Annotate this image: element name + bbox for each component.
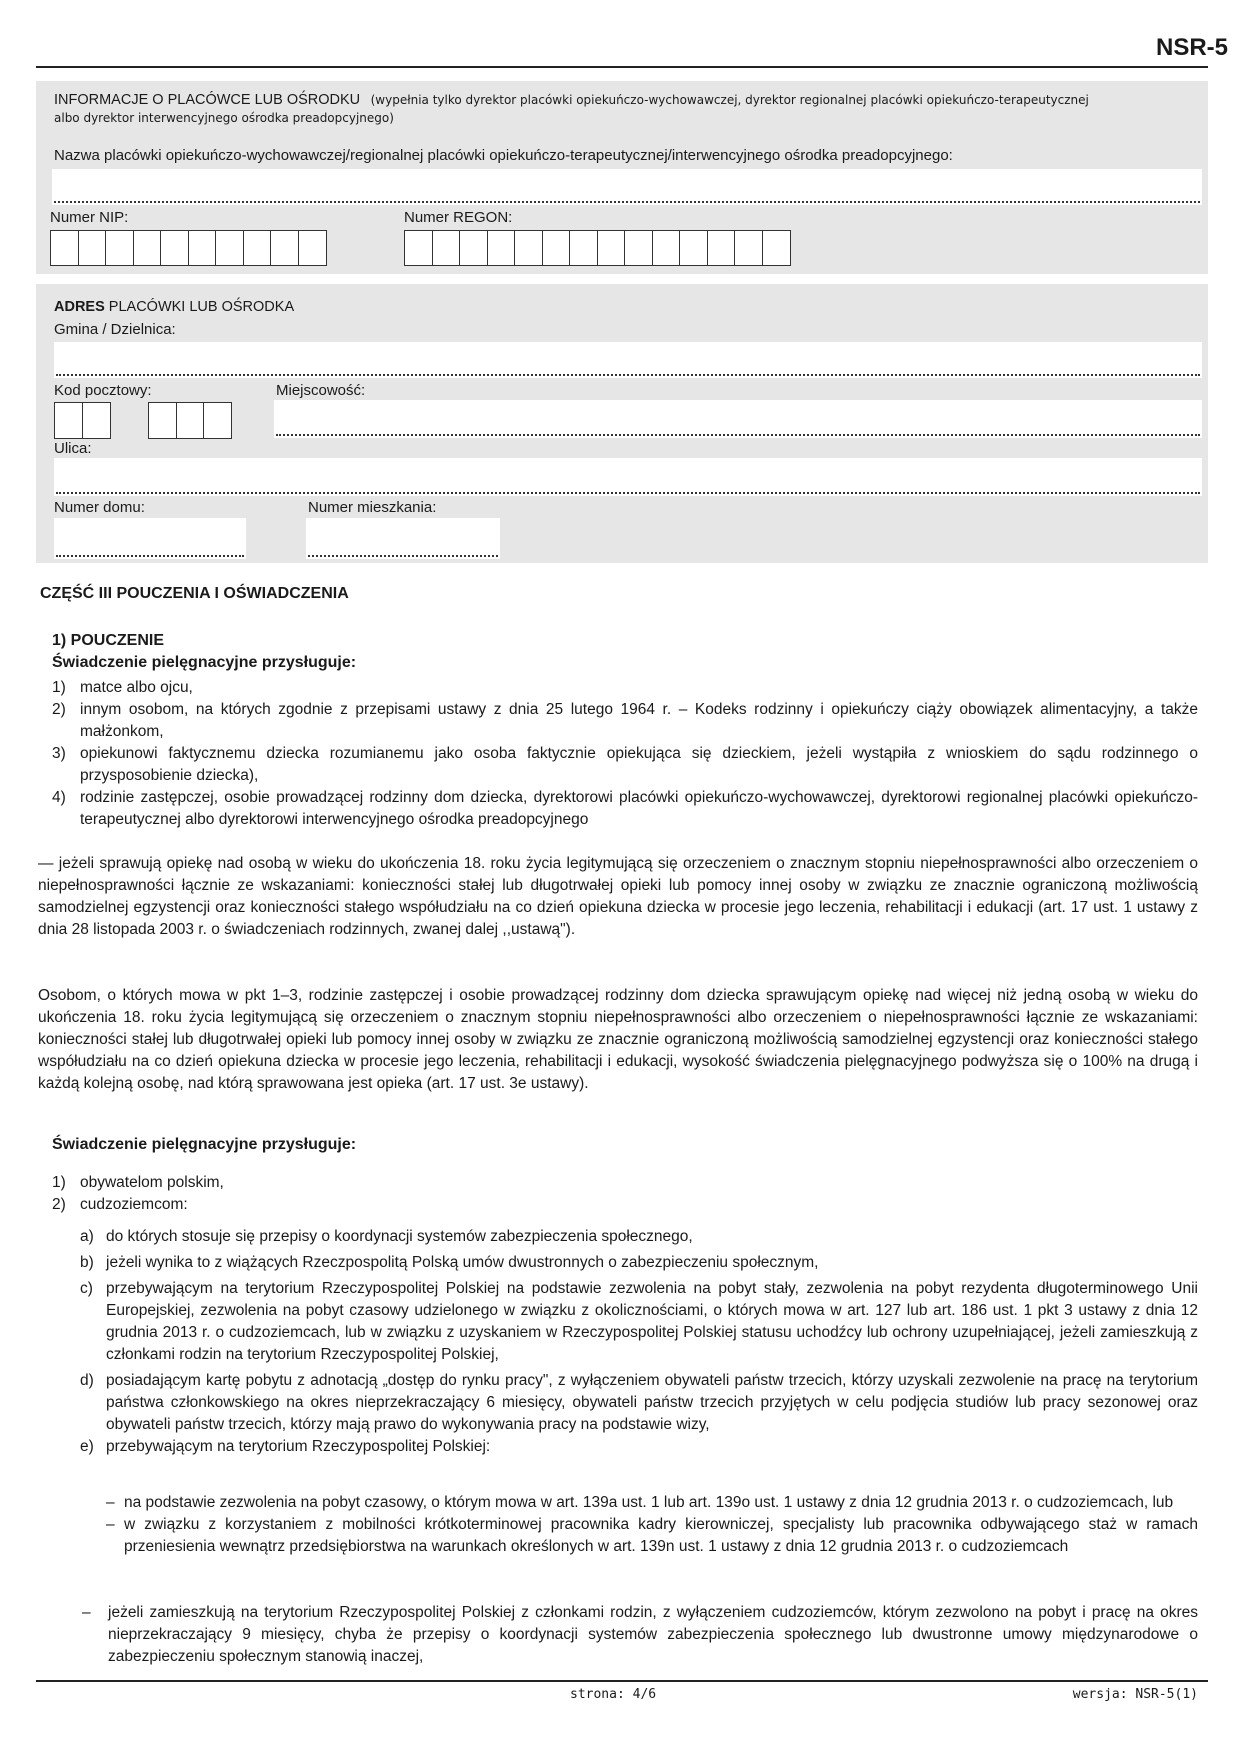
regon-digit-box[interactable] [652, 230, 681, 266]
part3-sub-heading: 1) POUCZENIE [52, 632, 165, 649]
foreigners-sublist [80, 1226, 1198, 1458]
regon-digit-box[interactable] [707, 230, 736, 266]
list-item [80, 1370, 1198, 1436]
list-item-text: obywatelom polskim, [80, 1174, 224, 1191]
family-residence-condition [82, 1602, 1198, 1668]
list-item-text: jeżeli zamieszkują na terytorium Rzeczypospolitej Polskiej z członkami rodzin, z wyłączeniem cudzoziemców, którym zezwolono na pobyt i pracę na okres nieprzekraczający 9 miesięcy, chyba że przepisy o koordynacji systemów zabezpieczenia społecznego lub dwustronne umowy międzynarodowe o zabezpieczeniu społecznym stanowią inaczej, [108, 1604, 1198, 1665]
list-item-number: 1) [52, 679, 66, 696]
nip-digit-box[interactable] [270, 230, 299, 266]
part3-title: CZĘŚĆ III POUCZENIA I OŚWIADCZENIA [40, 585, 349, 602]
list-item-text: opiekunowi faktycznemu dziecka rozumianemu jako osoba faktycznie opiekująca się dzieckiem, jeżeli wystąpiła z wnioskiem do sądu rodzinnego o przysposobienie dziecka), [80, 745, 1198, 784]
postal-digit-box[interactable] [54, 402, 83, 439]
list-item [80, 1226, 1198, 1248]
facility-title: INFORMACJE O PLACÓWCE LUB OŚRODKU [54, 92, 361, 108]
gmina-label: Gmina / Dzielnica: [54, 321, 176, 338]
paragraph-increase: Osobom, o których mowa w pkt 1–3, rodzinie zastępczej i osobie prowadzącej rodzinny dom dziecka sprawującym opiekę nad więcej niż jedną osobą w wieku do ukończenia 18. roku życia legitymującą się orzeczeniem o znacznym stopniu niepełnosprawności albo orzeczeniem o niepełnosprawności łącznie ze wskazaniami: konieczności stałej lub długotrwałej opieki lub pomocy innej osoby w związku ze znacznie ograniczoną możliwością samodzielnej egzystencji oraz konieczności stałego współudziału na co dzień opiekuna dziecka w procesie jego leczenia, rehabilitacji i edukacji, wysokość świadczenia pielęgnacyjnego podwyższa się o 100% na drugą i każdą kolejną osobę, nad którą sprawowana jest opieka (art. 17 ust. 3e ustawy). [38, 987, 1198, 1092]
list-item [52, 787, 1198, 831]
nip-digit-box[interactable] [243, 230, 272, 266]
list-item-letter: c) [80, 1280, 93, 1297]
regon-digit-box[interactable] [734, 230, 763, 266]
postal-digit-box[interactable] [203, 402, 232, 439]
dash-marker: – [106, 1494, 115, 1511]
regon-digit-box[interactable] [597, 230, 626, 266]
address-title-rest: PLACÓWKI LUB OŚRODKA [104, 299, 295, 315]
citizenship-list [52, 1172, 1198, 1216]
regon-boxes[interactable] [404, 230, 789, 266]
street-field[interactable] [54, 458, 1202, 496]
list-item [106, 1514, 1198, 1558]
residence-dash-list [106, 1492, 1198, 1558]
list-item [106, 1492, 1198, 1514]
paragraph-conditions: — jeżeli sprawują opiekę nad osobą w wieku do ukończenia 18. roku życia legitymującą się orzeczeniem o znacznym stopniu niepełnosprawności albo orzeczeniem o niepełnosprawności łącznie ze wskazaniami: konieczności stałej lub długotrwałej opieki lub pomocy innej osoby w związku ze znacznie ograniczoną możliwością samodzielnej egzystencji oraz konieczności stałego współudziału na co dzień opiekuna dziecka w procesie jego leczenia, rehabilitacji i edukacji (art. 17 ust. 1 ustawy z dnia 28 listopada 2003 r. o świadczeniach rodzinnych, zwanej dalej ,,ustawą"). [38, 855, 1198, 938]
list-item-text: przebywającym na terytorium Rzeczypospolitej Polskiej: [106, 1438, 491, 1455]
facility-note-2: albo dyrektor interwencyjnego ośrodka preadopcyjnego) [54, 111, 394, 125]
form-version: wersja: NSR-5(1) [1072, 1687, 1198, 1702]
dash-marker: – [106, 1516, 115, 1533]
postal-digit-box[interactable] [148, 402, 177, 439]
nip-digit-box[interactable] [133, 230, 162, 266]
city-label: Miejscowość: [276, 382, 366, 399]
list-item-text: posiadającym kartę pobytu z adnotacją „dostęp do rynku pracy", z wyłączeniem obywateli państw trzecich, którzy uzyskali zezwolenie na pracę na terytorium państwa członkowskiego na okres nieprzekraczający 6 miesięcy, obywateli państw trzecich przyjętych w celu podjęcia studiów lub pracy sezonowej oraz obywateli państw trzecich, którzy mają prawo do wykonywania pracy na podstawie wizy, [106, 1372, 1198, 1433]
gmina-field[interactable] [54, 342, 1202, 378]
regon-label: Numer REGON: [404, 209, 513, 226]
regon-digit-box[interactable] [624, 230, 653, 266]
regon-digit-box[interactable] [542, 230, 571, 266]
house-number-label: Numer domu: [54, 499, 145, 516]
address-title [54, 299, 294, 315]
eligibility-list [52, 677, 1198, 831]
list-item-number: 2) [52, 1196, 66, 1213]
list-item-number: 4) [52, 789, 66, 806]
list-item-number: 2) [52, 701, 66, 718]
address-title-bold: ADRES [54, 299, 105, 315]
house-number-field[interactable] [54, 518, 246, 559]
list-item-text: na podstawie zezwolenia na pobyt czasowy, o którym mowa w art. 139a ust. 1 lub art. 139o ust. 1 ustawy z dnia 12 grudnia 2013 r. o cudzoziemcach, lub [124, 1494, 1174, 1511]
postal-code-suffix-boxes[interactable] [148, 402, 231, 439]
nip-digit-box[interactable] [78, 230, 107, 266]
regon-digit-box[interactable] [404, 230, 433, 266]
list-item [52, 743, 1198, 787]
regon-digit-box[interactable] [762, 230, 791, 266]
list-item-text: do których stosuje się przepisy o koordynacji systemów zabezpieczenia społecznego, [106, 1228, 693, 1245]
list-item [80, 1252, 1198, 1274]
postal-code-prefix-boxes[interactable] [54, 402, 109, 439]
regon-digit-box[interactable] [432, 230, 461, 266]
list-item-text: cudzoziemcom: [80, 1196, 188, 1213]
list-item-text: przebywającym na terytorium Rzeczypospolitej Polskiej na podstawie zezwolenia na pobyt stały, zezwolenia na pobyt rezydenta długoterminowego Unii Europejskiej, zezwolenia na pobyt czasowy udzielonego w związku z okolicznościami, o których mowa w art. 127 lub art. 186 ust. 1 pkt 3 ustawy z dnia 12 grudnia 2013 r. o cudzoziemcach, lub w związku z uzyskaniem w Rzeczypospolitej Polskiej statusu uchodźcy lub ochrony uzupełniającej, jeżeli zamieszkują z członkami rodzin na terytorium Rzeczypospolitej Polskiej, [106, 1280, 1198, 1363]
list-item-text: innym osobom, na których zgodnie z przepisami ustawy z dnia 25 lutego 1964 r. – Kodeks rodzinny i opiekuńczy ciąży obowiązek alimentacyjny, a także małżonkom, [80, 701, 1198, 740]
form-code: NSR-5 [1155, 34, 1228, 61]
list-item-letter: d) [80, 1372, 94, 1389]
page-number: strona: 4/6 [570, 1687, 657, 1702]
list-item [52, 699, 1198, 743]
facility-name-label: Nazwa placówki opiekuńczo-wychowawczej/regionalnej placówki opiekuńczo-terapeutycznej/interwencyjnego ośrodka preadopcyjnego: [54, 147, 953, 164]
list-item [52, 677, 1198, 699]
postal-digit-box[interactable] [176, 402, 205, 439]
nip-digit-box[interactable] [50, 230, 79, 266]
flat-number-field[interactable] [306, 518, 500, 559]
list-item-text: rodzinie zastępczej, osobie prowadzącej rodzinny dom dziecka, dyrektorowi placówki opiekuńczo-wychowawczej, dyrektorowi regionalnej placówki opiekuńczo-terapeutycznej albo dyrektorowi interwencyjnego ośrodka preadopcyjnego [80, 789, 1198, 828]
nip-digit-box[interactable] [215, 230, 244, 266]
list-item-letter: b) [80, 1254, 94, 1271]
street-label: Ulica: [54, 440, 92, 457]
list-item [80, 1436, 1198, 1458]
list-item-letter: e) [80, 1438, 94, 1455]
nip-label: Numer NIP: [50, 209, 129, 226]
eligibility-heading-2: Świadczenie pielęgnacyjne przysługuje: [52, 1136, 357, 1153]
nip-digit-box[interactable] [188, 230, 217, 266]
nip-digit-box[interactable] [298, 230, 327, 266]
facility-heading [54, 91, 1204, 109]
nip-boxes[interactable] [50, 230, 325, 266]
bottom-rule [36, 1680, 1208, 1682]
regon-digit-box[interactable] [514, 230, 543, 266]
city-field[interactable] [274, 400, 1202, 438]
postal-code-label: Kod pocztowy: [54, 382, 152, 399]
list-item-number: 3) [52, 745, 66, 762]
regon-digit-box[interactable] [569, 230, 598, 266]
list-item [82, 1602, 1198, 1668]
list-item-number: 1) [52, 1174, 66, 1191]
address-panel [36, 284, 1208, 563]
instruction-heading: Świadczenie pielęgnacyjne przysługuje: [52, 654, 357, 671]
nip-digit-box[interactable] [105, 230, 134, 266]
list-item-text: jeżeli wynika to z wiążących Rzeczpospolitą Polską umów dwustronnych o zabezpieczeniu społecznym, [106, 1254, 819, 1271]
regon-digit-box[interactable] [487, 230, 516, 266]
list-item-text: matce albo ojcu, [80, 679, 193, 696]
list-item [80, 1278, 1198, 1366]
facility-panel [36, 81, 1208, 274]
regon-digit-box[interactable] [459, 230, 488, 266]
list-item-letter: a) [80, 1228, 94, 1245]
top-rule [36, 66, 1208, 68]
list-item-text: w związku z korzystaniem z mobilności krótkoterminowej pracownika kadry kierowniczej, specjalisty lub pracownika odbywającego staż w ramach przeniesienia wewnątrz przedsiębiorstwa na warunkach określonych w art. 139n ust. 1 ustawy z dnia 12 grudnia 2013 r. o cudzoziemcach [124, 1516, 1198, 1555]
nip-digit-box[interactable] [160, 230, 189, 266]
facility-note: (wypełnia tylko dyrektor placówki opiekuńczo-wychowawczej, dyrektor regionalnej placówki opiekuńczo-terapeutycznej [370, 93, 1089, 107]
list-item [52, 1194, 1198, 1216]
facility-name-field[interactable] [52, 169, 1202, 205]
list-item [52, 1172, 1198, 1194]
flat-number-label: Numer mieszkania: [308, 499, 437, 516]
dash-marker: – [82, 1604, 91, 1621]
postal-digit-box[interactable] [82, 402, 111, 439]
regon-digit-box[interactable] [679, 230, 708, 266]
